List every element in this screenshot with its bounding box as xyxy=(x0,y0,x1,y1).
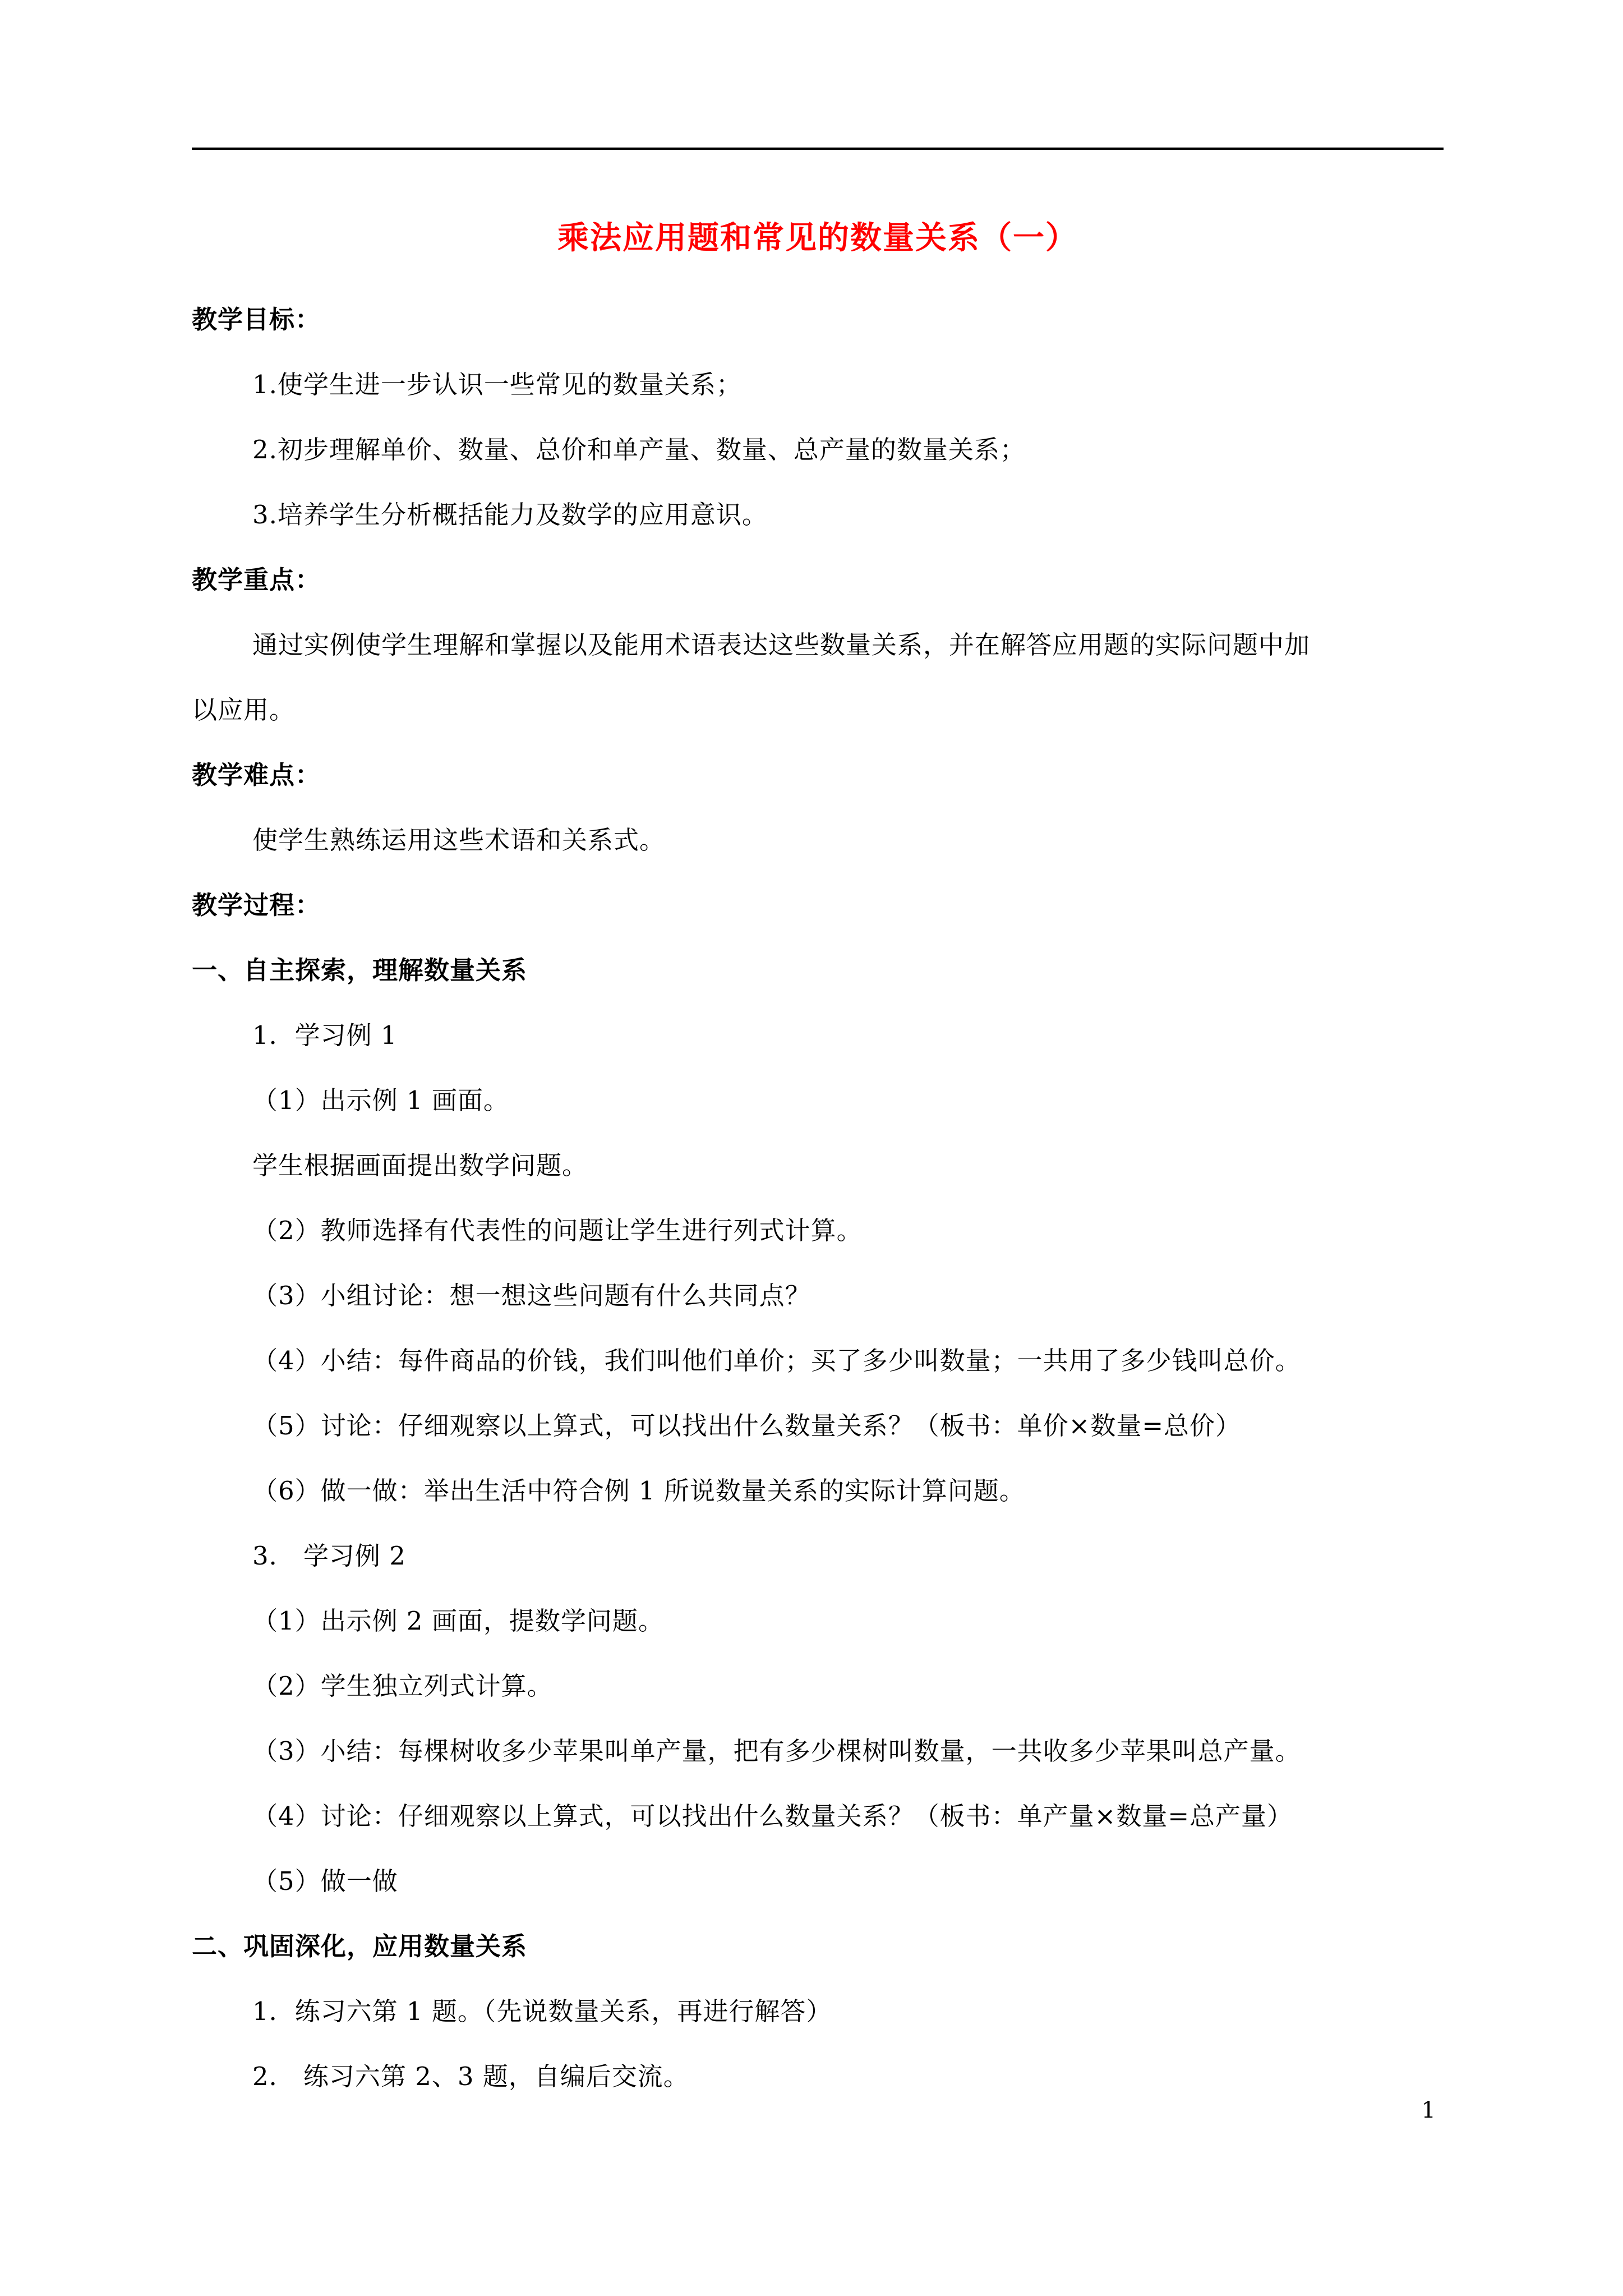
difficulty-heading: 教学难点： xyxy=(192,760,321,790)
process-step: （3）小组讨论：想一想这些问题有什么共同点？ xyxy=(252,1281,811,1310)
process-step: 1．学习例 1 xyxy=(252,1020,398,1050)
part2-heading: 二、巩固深化，应用数量关系 xyxy=(192,1931,528,1961)
key-points-text: 通过实例使学生理解和掌握以及能用术语表达这些数量关系，并在解答应用题的实际问题中加 xyxy=(252,630,1311,660)
process-step: 3． 学习例 2 xyxy=(252,1541,406,1571)
process-step: （4）讨论：仔细观察以上算式，可以找出什么数量关系？（板书：单产量×数量=总产量） xyxy=(252,1801,1293,1831)
goal-item: 3.培养学生分析概括能力及数学的应用意识。 xyxy=(252,500,768,530)
part1-heading: 一、自主探索，理解数量关系 xyxy=(192,955,528,985)
goal-item: 2.初步理解单价、数量、总价和单产量、数量、总产量的数量关系； xyxy=(252,435,1026,464)
exercise-item: 1．练习六第 1 题。（先说数量关系，再进行解答） xyxy=(252,1996,832,2026)
process-step: （4）小结：每件商品的价钱，我们叫他们单价；买了多少叫数量；一共用了多少钱叫总价。 xyxy=(252,1346,1301,1375)
goal-item: 1.使学生进一步认识一些常见的数量关系； xyxy=(252,370,742,399)
process-step: （1）出示例 2 画面，提数学问题。 xyxy=(252,1606,664,1636)
goals-heading: 教学目标： xyxy=(192,305,321,334)
process-step: （5）做一做 xyxy=(252,1866,398,1896)
process-step: （6）做一做：举出生活中符合例 1 所说数量关系的实际计算问题。 xyxy=(252,1476,1025,1506)
header-rule xyxy=(192,148,1444,150)
process-step: （3）小结：每棵树收多少苹果叫单产量，把有多少棵树叫数量，一共收多少苹果叫总产量。 xyxy=(252,1736,1301,1766)
page-number: 1 xyxy=(1421,2097,1436,2123)
process-step: （5）讨论：仔细观察以上算式，可以找出什么数量关系？（板书：单价×数量=总价） xyxy=(252,1411,1242,1441)
process-step: 学生根据画面提出数学问题。 xyxy=(252,1151,588,1180)
process-step: （2）教师选择有代表性的问题让学生进行列式计算。 xyxy=(252,1216,863,1245)
exercise-item: 2． 练习六第 2、3 题，自编后交流。 xyxy=(252,2062,689,2091)
document-title: 乘法应用题和常见的数量关系（一） xyxy=(557,219,1078,256)
process-step: （2）学生独立列式计算。 xyxy=(252,1671,553,1701)
document-body xyxy=(192,287,1444,2109)
key-points-heading: 教学重点： xyxy=(192,565,321,595)
process-heading: 教学过程： xyxy=(192,890,321,920)
difficulty-text: 使学生熟练运用这些术语和关系式。 xyxy=(252,825,666,855)
process-step: （1）出示例 1 画面。 xyxy=(252,1085,509,1115)
key-points-text-cont: 以应用。 xyxy=(192,695,296,725)
